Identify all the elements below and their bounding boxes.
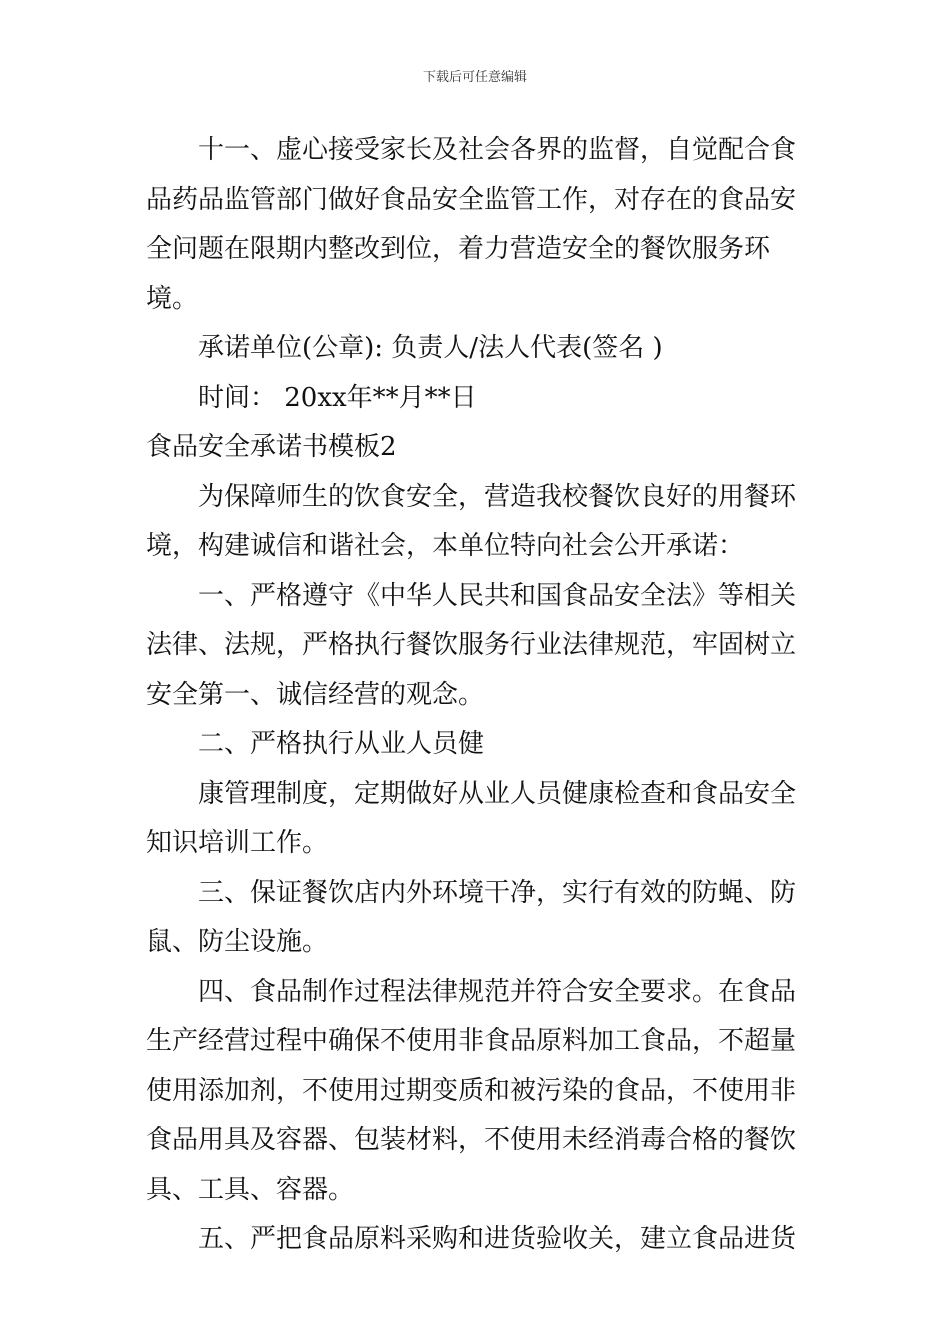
paragraph-item-four: 四、食品制作过程法律规范并符合安全要求。在食品生产经营过程中确保不使用非食品原料加工食品，不超量使用添加剂，不使用过期变质和被污染的食品，不使用非食品用具及容器、包装材料，不使用未经消毒合格的餐饮具、工具、容器。 [146, 976, 797, 1205]
document-body [146, 126, 808, 1265]
pledge-unit-signature-line: 承诺单位(公章): 负责人/法人代表(签名 ) [198, 333, 663, 363]
date-line: 时间： 20xx年**月**日 [198, 382, 477, 413]
paragraph-item-two-start: 二、严格执行从业人员健 [198, 729, 485, 759]
intro-paragraph: 为保障师生的饮食安全，营造我校餐饮良好的用餐环境，构建诚信和谐社会，本单位特向社会公开承诺： [146, 481, 797, 561]
paragraph-item-three: 三、保证餐饮店内外环境干净，实行有效的防蝇、防鼠、防尘设施。 [146, 877, 797, 957]
paragraph-item-eleven: 十一、虚心接受家长及社会各界的监督，自觉配合食品药品监管部门做好食品安全监管工作，对存在的食品安全问题在限期内整改到位，着力营造安全的餐饮服务环境。 [146, 135, 797, 314]
paragraph-item-two-continued: 康管理制度，定期做好从业人员健康检查和食品安全知识培训工作。 [146, 778, 797, 858]
section-title: 食品安全承诺书模板2 [146, 432, 397, 462]
paragraph-item-one: 一、严格遵守《中华人民共和国食品安全法》等相关法律、法规，严格执行餐饮服务行业法律规范，牢固树立安全第一、诚信经营的观念。 [146, 580, 797, 710]
paragraph-item-five: 五、严把食品原料采购和进货验收关，建立食品进货 [198, 1224, 797, 1254]
page-header-note: 下载后可任意编辑 [422, 70, 527, 85]
